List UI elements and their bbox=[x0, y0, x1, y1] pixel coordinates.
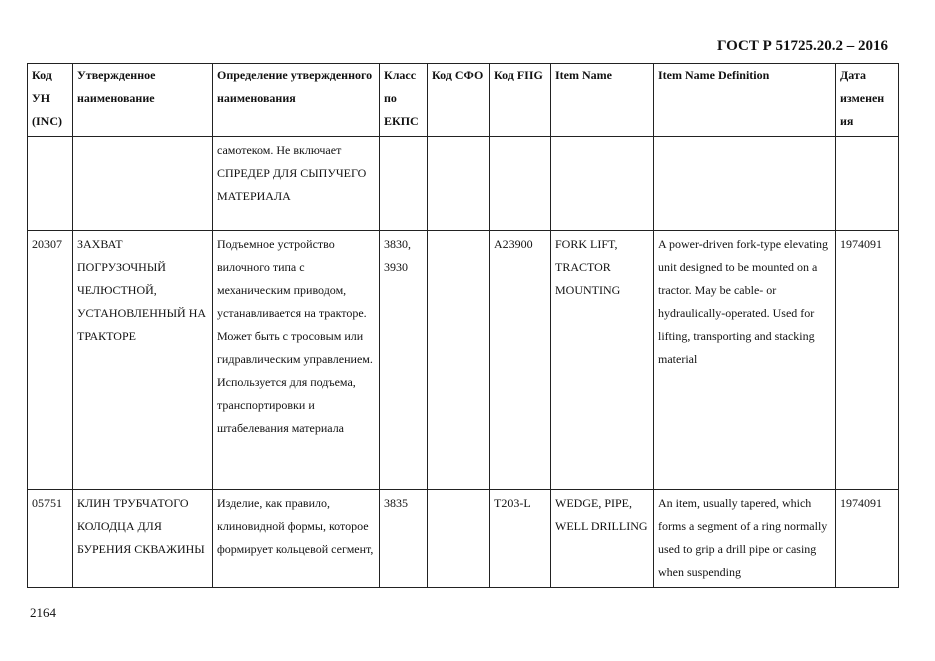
col-header: Дата изменен ия bbox=[836, 64, 899, 137]
table-row bbox=[28, 231, 899, 490]
table-cell: 05751 bbox=[28, 490, 73, 588]
col-header: Item Name bbox=[551, 64, 654, 137]
table-cell bbox=[836, 137, 899, 231]
table-cell bbox=[551, 137, 654, 231]
document-title: ГОСТ Р 51725.20.2 – 2016 bbox=[716, 38, 888, 54]
col-header: Утвержденное наименование bbox=[73, 64, 213, 137]
header-row bbox=[28, 64, 899, 137]
col-header: Определение утвержденного наименования bbox=[213, 64, 380, 137]
table-row bbox=[28, 137, 899, 231]
table-cell bbox=[428, 490, 490, 588]
table-cell bbox=[28, 137, 73, 231]
table-cell: самотеком. Не включает СПРЕДЕР ДЛЯ СЫПУЧЕГО МАТЕРИАЛА bbox=[213, 137, 380, 231]
table-cell: Изделие, как правило, клиновидной формы, которое формирует кольцевой сегмент, bbox=[213, 490, 380, 588]
data-table bbox=[27, 63, 899, 588]
table-cell bbox=[380, 137, 428, 231]
table-cell bbox=[490, 137, 551, 231]
table-cell: A power-driven fork-type elevating unit designed to be mounted on a tractor. May be cable- or hydraulically-operated. Used for lifting, transporting and stacking material bbox=[654, 231, 836, 490]
table-cell: T203-L bbox=[490, 490, 551, 588]
table-cell bbox=[73, 137, 213, 231]
page-number: 2164 bbox=[30, 605, 56, 620]
table-row bbox=[28, 490, 899, 588]
table-cell: ЗАХВАТ ПОГРУЗОЧНЫЙ ЧЕЛЮСТНОЙ, УСТАНОВЛЕННЫЙ НА ТРАКТОРЕ bbox=[73, 231, 213, 490]
table-cell: 1974091 bbox=[836, 231, 899, 490]
col-header: Код FIIG bbox=[490, 64, 551, 137]
table-cell: An item, usually tapered, which forms a segment of a ring normally used to grip a drill pipe or casing when suspending bbox=[654, 490, 836, 588]
table-cell bbox=[654, 137, 836, 231]
table-cell: 3830, 3930 bbox=[380, 231, 428, 490]
table-cell: A23900 bbox=[490, 231, 551, 490]
table-cell: КЛИН ТРУБЧАТОГО КОЛОДЦА ДЛЯ БУРЕНИЯ СКВАЖИНЫ bbox=[73, 490, 213, 588]
col-header: Item Name Definition bbox=[654, 64, 836, 137]
table-cell: FORK LIFT, TRACTOR MOUNTING bbox=[551, 231, 654, 490]
table-cell: 1974091 bbox=[836, 490, 899, 588]
table-cell bbox=[428, 231, 490, 490]
table-cell: 3835 bbox=[380, 490, 428, 588]
col-header: Код СФО bbox=[428, 64, 490, 137]
table-cell bbox=[428, 137, 490, 231]
table-cell: Подъемное устройство вилочного типа с механическим приводом, устанавливается на тракторе. Может быть с тросовым или гидравлическим управлением. Используется для подъема, транспортировки и штабелевания материала bbox=[213, 231, 380, 490]
table-cell: 20307 bbox=[28, 231, 73, 490]
table-cell: WEDGE, PIPE, WELL DRILLING bbox=[551, 490, 654, 588]
col-header: Класс по ЕКПС bbox=[380, 64, 428, 137]
col-header: Код УН (INC) bbox=[28, 64, 73, 137]
